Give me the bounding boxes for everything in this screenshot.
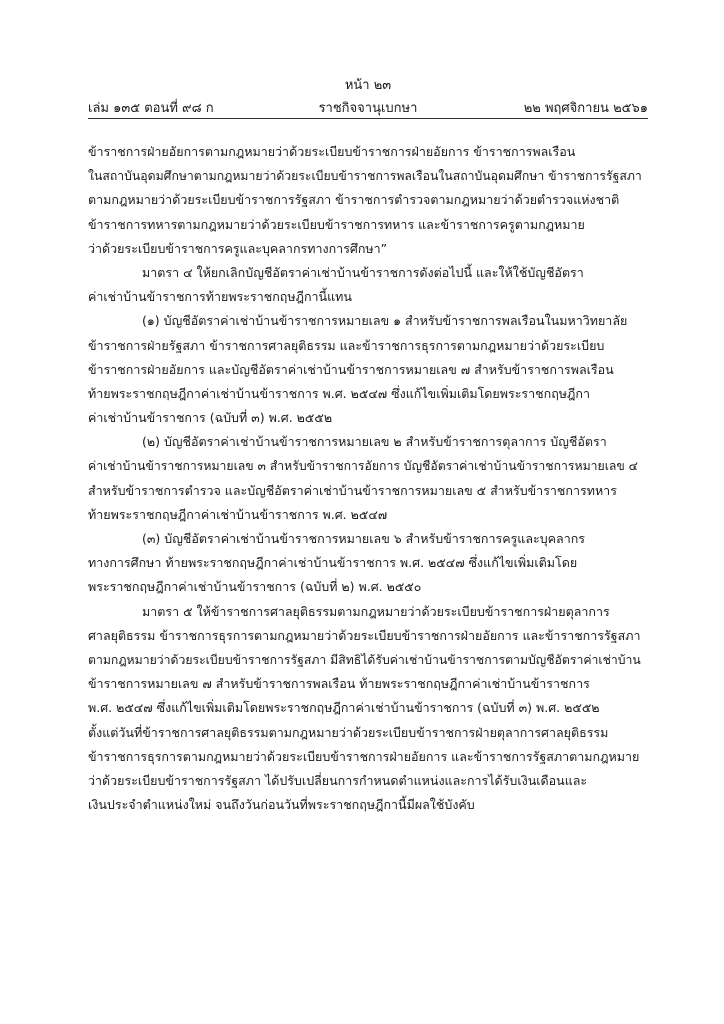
body-line: ค่าเช่าบ้านข้าราชการท้ายพระราชกฤษฎีกานี้แทน	[88, 289, 352, 305]
section-5-heading-line: มาตรา ๕ ให้ข้าราชการศาลยุติธรรมตามกฎหมายว่าด้วยระเบียบข้าราชการฝ่ายตุลาการ	[142, 603, 610, 619]
body-line: ข้าราชการฝ่ายอัยการตามกฎหมายว่าด้วยระเบียบข้าราชการฝ่ายอัยการ ข้าราชการพลเรือน	[88, 144, 576, 159]
section-4-heading-line: มาตรา ๔ ให้ยกเลิกบัญชีอัตราค่าเช่าบ้านข้าราชการดังต่อไปนี้ และให้ใช้บัญชีอัตรา	[142, 264, 584, 280]
body-line: ข้าราชการฝ่ายอัยการ และบัญชีอัตราค่าเช่าบ้านข้าราชการหมายเลข ๗ สำหรับข้าราชการพลเรือน	[88, 361, 614, 377]
gazette-title: ราชกิจจานุเบกษา	[318, 101, 418, 116]
body-line: ทางการศึกษา ท้ายพระราชกฤษฎีกาค่าเช่าบ้านข้าราชการ พ.ศ. ๒๕๔๗ ซึ่งแก้ไขเพิ่มเติมโดย	[88, 555, 578, 571]
body-line: ตามกฎหมายว่าด้วยระเบียบข้าราชการรัฐสภา ข้าราชการตำรวจตามกฎหมายว่าด้วยตำรวจแห่งชาติ	[88, 192, 620, 208]
body-line: ว่าด้วยระเบียบข้าราชการครูและบุคลากรทางการศึกษา”	[88, 240, 388, 256]
item-3-line: (๓) บัญชีอัตราค่าเช่าบ้านข้าราชการหมายเลข ๖ สำหรับข้าราชการครูและบุคลากร	[142, 531, 585, 546]
body-line: เงินประจำตำแหน่งใหม่ จนถึงวันก่อนวันที่พระราชกฤษฎีกานี้มีผลใช้บังคับ	[88, 797, 475, 813]
body-line: ว่าด้วยระเบียบข้าราชการรัฐสภา ได้ปรับเปลี่ยนการกำหนดตำแหน่งและการได้รับเงินเดือนและ	[88, 772, 588, 788]
body-line: พ.ศ. ๒๕๔๗ ซึ่งแก้ไขเพิ่มเติมโดยพระราชกฤษฎีกาค่าเช่าบ้านข้าราชการ (ฉบับที่ ๓) พ.ศ. ๒๕๕๒	[88, 700, 600, 716]
body-line: ศาลยุติธรรม ข้าราชการธุรการตามกฎหมายว่าด้วยระเบียบข้าราชการฝ่ายอัยการ และข้าราชการรัฐสภา	[88, 627, 641, 643]
body-line: พระราชกฤษฎีกาค่าเช่าบ้านข้าราชการ (ฉบับที่ ๒) พ.ศ. ๒๕๕๐	[88, 579, 422, 595]
body-line: ข้าราชการฝ่ายรัฐสภา ข้าราชการศาลยุติธรรม และข้าราชการธุรการตามกฎหมายว่าด้วยระเบียบ	[88, 337, 605, 353]
body-line: ค่าเช่าบ้านข้าราชการหมายเลข ๓ สำหรับข้าราชการอัยการ บัญชีอัตราค่าเช่าบ้านข้าราชการหมายเลข ๔	[88, 459, 638, 474]
item-1-line: (๑) บัญชีอัตราค่าเช่าบ้านข้าราชการหมายเลข ๑ สำหรับข้าราชการพลเรือนในมหาวิทยาลัย	[142, 313, 628, 329]
body-line: ข้าราชการธุรการตามกฎหมายว่าด้วยระเบียบข้าราชการฝ่ายอัยการ และข้าราชการรัฐสภาตามกฎหมาย	[88, 748, 640, 764]
body-line: ข้าราชการหมายเลข ๗ สำหรับข้าราชการพลเรือน ท้ายพระราชกฤษฎีกาค่าเช่าบ้านข้าราชการ	[88, 676, 590, 692]
publication-date: ๒๒ พฤศจิกายน ๒๕๖๑	[523, 101, 648, 116]
body-line: สำหรับข้าราชการตำรวจ และบัญชีอัตราค่าเช่าบ้านข้าราชการหมายเลข ๕ สำหรับข้าราชการทหาร	[88, 482, 617, 498]
body-line: ข้าราชการทหารตามกฎหมายว่าด้วยระเบียบข้าราชการทหาร และข้าราชการครูตามกฎหมาย	[88, 216, 585, 232]
body-line: ตามกฎหมายว่าด้วยระเบียบข้าราชการรัฐสภา มีสิทธิได้รับค่าเช่าบ้านข้าราชการตามบัญชีอัตราค่าเช่าบ้าน	[88, 652, 641, 667]
body-line: ในสถาบันอุดมศึกษาตามกฎหมายว่าด้วยระเบียบข้าราชการพลเรือนในสถาบันอุดมศึกษา ข้าราชการรัฐสภา	[88, 169, 642, 184]
header-divider	[88, 118, 648, 119]
item-2-line: (๒) บัญชีอัตราค่าเช่าบ้านข้าราชการหมายเลข ๒ สำหรับข้าราชการตุลาการ บัญชีอัตรา	[142, 434, 607, 450]
page-number: หน้า ๒๓	[344, 78, 392, 93]
body-line: ท้ายพระราชกฤษฎีกาค่าเช่าบ้านข้าราชการ พ.ศ. ๒๕๔๗ ซึ่งแก้ไขเพิ่มเติมโดยพระราชกฤษฎีกา	[88, 385, 590, 401]
body-line: ค่าเช่าบ้านข้าราชการ (ฉบับที่ ๓) พ.ศ. ๒๕๕๒	[88, 410, 333, 426]
body-line: ท้ายพระราชกฤษฎีกาค่าเช่าบ้านข้าราชการ พ.ศ. ๒๕๔๗	[88, 506, 388, 522]
body-line: ตั้งแต่วันที่ข้าราชการศาลยุติธรรมตามกฎหมายว่าด้วยระเบียบข้าราชการฝ่ายตุลาการศาลยุติธรรม	[88, 724, 609, 740]
volume-issue: เล่ม ๑๓๕ ตอนที่ ๙๘ ก	[88, 101, 214, 116]
header-row	[88, 97, 648, 117]
document-body	[88, 140, 648, 817]
